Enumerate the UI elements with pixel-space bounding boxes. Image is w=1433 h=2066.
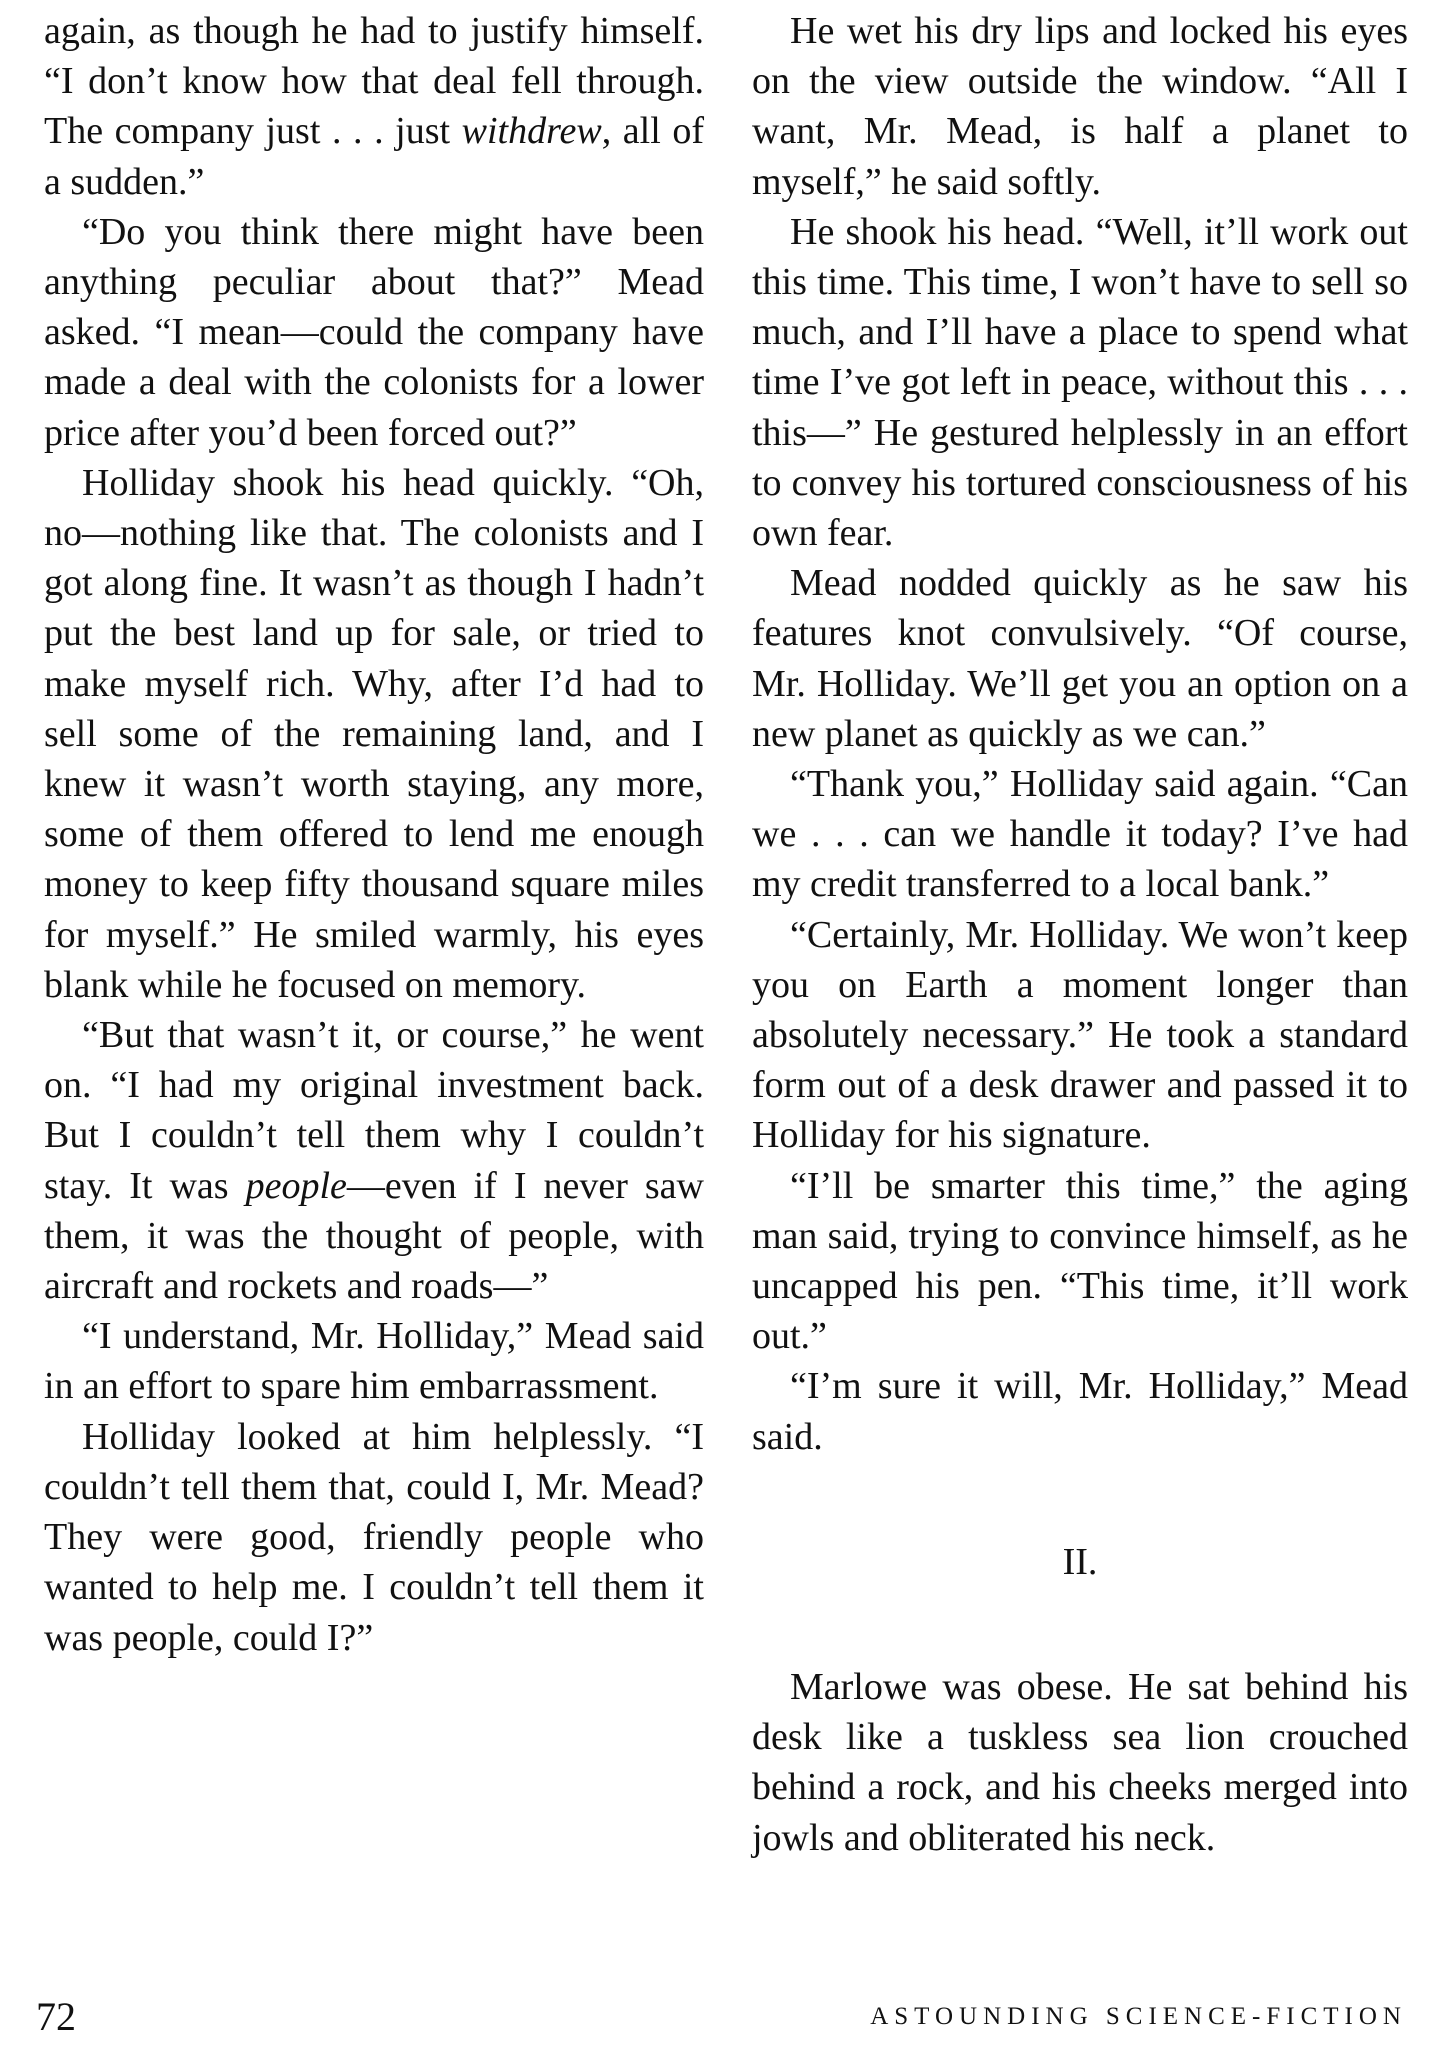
page-number: 72 xyxy=(36,1994,76,2039)
paragraph-text: , all of a sudden.” xyxy=(44,110,704,203)
emphasized-word: people xyxy=(245,1164,347,1207)
section-heading: II. xyxy=(1062,1540,1098,1583)
paragraph: Holliday shook his head quickly. “Oh, no—nothing like that. The colonists and I got along fine. It wasn’t as though I hadn’t put the best land up for sale, or tried to make myself rich. Why, after I’d had to sell some of the remaining land, and I knew it wasn’t worth staying, any more, some of them offered to lend me enough money to keep fifty thousand square miles for myself.” He smiled warmly, his eyes blank while he focused on memory. xyxy=(44,461,704,1006)
running-head: ASTOUNDING SCIENCE-FICTION xyxy=(870,2003,1407,2030)
paragraph: “I’ll be smarter this time,” the aging man said, trying to convince himself, as he uncapped his pen. “This time, it’ll work out.” xyxy=(752,1164,1408,1358)
paragraph: Mead nodded quickly as he saw his features knot convulsively. “Of course, Mr. Holliday. We’ll get you an option on a new planet as quickly as we can.” xyxy=(752,562,1408,755)
paragraph: “Do you think there might have been anything peculiar about that?” Mead asked. “I mean—could the company have made a deal with the colonists for a lower price after you’d been forced out?” xyxy=(44,210,704,454)
paragraph-text: again, as though he had to justify himself. “I don’t know how that deal fell through. The company just . . . just xyxy=(44,10,704,153)
paragraph: “Thank you,” Holliday said again. “Can we . . . can we handle it today? I’ve had my credit transferred to a local bank.” xyxy=(752,763,1408,906)
emphasized-word: withdrew xyxy=(461,110,602,153)
paragraph xyxy=(44,1010,704,1311)
paragraph-text: “But that wasn’t it, or course,” he went on. “I had my original investment back. But I couldn’t tell them why I couldn’t stay. It was xyxy=(44,1014,704,1207)
paragraph: He shook his head. “Well, it’ll work out this time. This time, I won’t have to sell so much, and I’ll have a place to spend what time I’ve got left in peace, without this . . . this—” He gestured helplessly in an effort to convey his tortured consciousness of his own fear. xyxy=(752,210,1408,555)
paragraph: “I’m sure it will, Mr. Holliday,” Mead said. xyxy=(752,1365,1408,1458)
paragraph: “I understand, Mr. Holliday,” Mead said in an effort to spare him embarrassment. xyxy=(44,1315,704,1408)
paragraph: “Certainly, Mr. Holliday. We won’t keep you on Earth a moment longer than absolutely necessary.” He took a standard form out of a desk drawer and passed it to Holliday for his signature. xyxy=(752,913,1408,1157)
paragraph: Marlowe was obese. He sat behind his desk like a tuskless sea lion crouched behind a rock, and his cheeks merged into jowls and obliterated his neck. xyxy=(752,1665,1408,1859)
right-column xyxy=(752,6,1408,1863)
paragraph-text: —even if I never saw them, it was the thought of people, with aircraft and rockets and roads—” xyxy=(44,1164,704,1308)
left-column xyxy=(44,6,704,1663)
paragraph xyxy=(44,6,704,207)
paragraph: Holliday looked at him helplessly. “I couldn’t tell them that, could I, Mr. Mead? They were good, friendly people who wanted to help me. I couldn’t tell them it was people, could I?” xyxy=(44,1415,704,1659)
paragraph: He wet his dry lips and locked his eyes on the view outside the window. “All I want, Mr. Mead, is half a planet to myself,” he said softly. xyxy=(752,10,1408,203)
